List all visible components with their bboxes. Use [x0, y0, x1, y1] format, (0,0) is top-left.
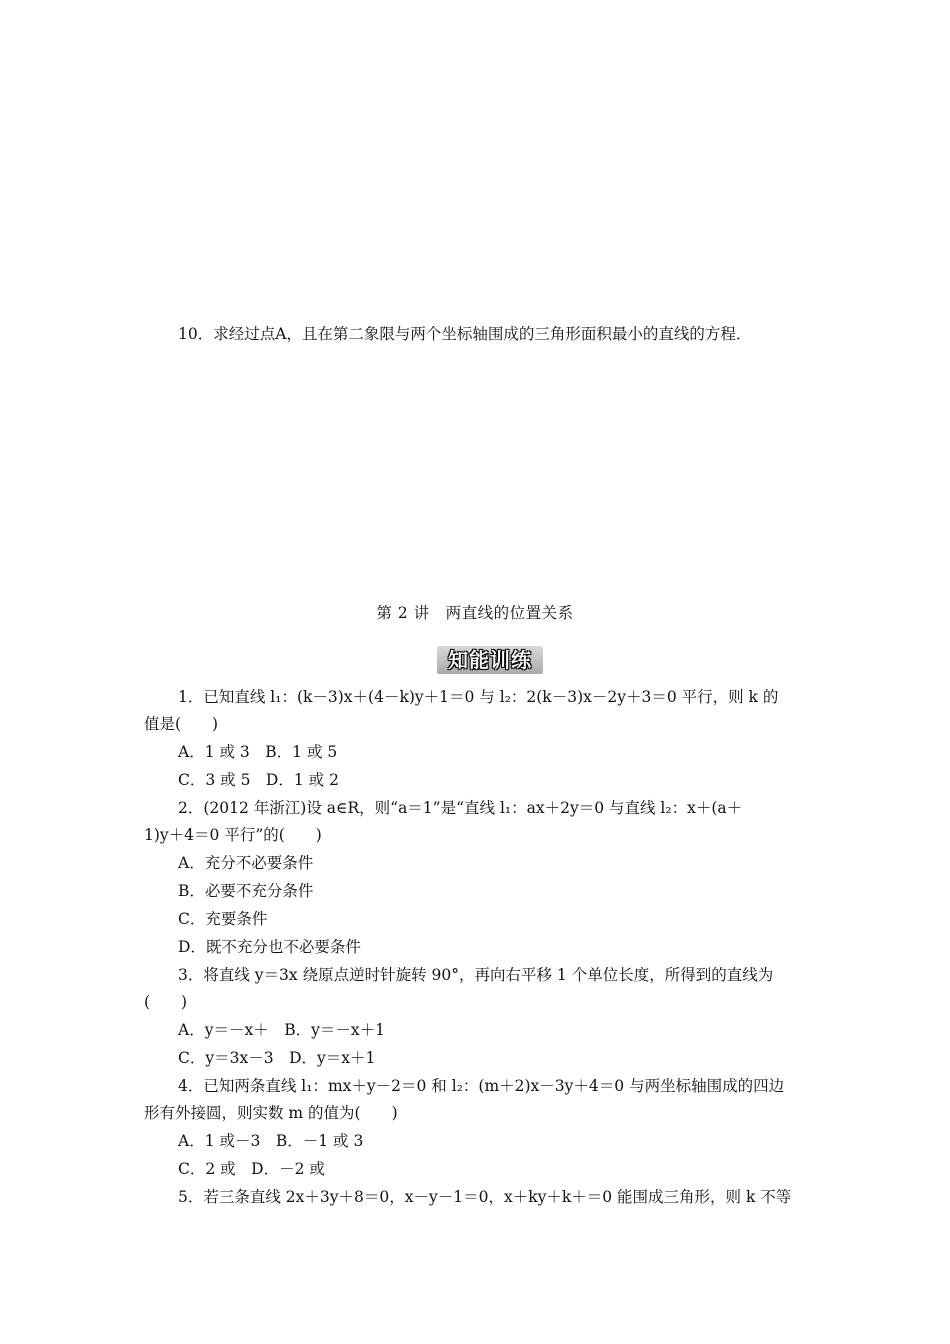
- question-2-option-d: D．既不充分也不必要条件: [178, 938, 361, 956]
- question-1-line-2: 值是( ): [144, 715, 219, 733]
- question-2-option-b: B．必要不充分条件: [178, 882, 314, 900]
- question-2-option-a: A．充分不必要条件: [178, 854, 314, 872]
- question-10: 10．求经过点A，且在第二象限与两个坐标轴围成的三角形面积最小的直线的方程．: [178, 325, 752, 343]
- question-2-option-c: C．充要条件: [178, 910, 268, 928]
- question-3-line-1: 3．将直线 y＝3x 绕原点逆时针旋转 90°，再向右平移 1 个单位长度，所得到的直线为: [178, 966, 774, 984]
- question-4-line-1: 4．已知两条直线 l₁：mx＋y－2＝0 和 l₂：(m＋2)x－3y＋4＝0 与两坐标轴围成的四边: [178, 1077, 785, 1095]
- question-1-options-cd: C．3 或 5 D．1 或 2: [178, 771, 339, 789]
- question-3-options-ab: A．y＝－x＋ B．y＝－x＋1: [178, 1021, 385, 1039]
- question-4-line-2: 形有外接圆，则实数 m 的值为( ): [144, 1104, 398, 1122]
- section-banner: [437, 646, 543, 674]
- question-4-options-ab: A．1 或－3 B．－1 或 3: [178, 1132, 364, 1150]
- question-3-options-cd: C．y＝3x－3 D．y＝x＋1: [178, 1049, 376, 1067]
- question-2-line-2: 1)y＋4＝0 平行”的( ): [144, 826, 322, 844]
- question-1-line-1: 1．已知直线 l₁：(k－3)x＋(4－k)y＋1＝0 与 l₂：2(k－3)x－2y＋3＝0 平行，则 k 的: [178, 688, 779, 706]
- section-title: 第 2 讲 两直线的位置关系: [376, 604, 574, 622]
- question-5-line-1: 5．若三条直线 2x＋3y＋8＝0，x－y－1＝0，x＋ky＋k＋＝0 能围成三角形，则 k 不等: [178, 1188, 792, 1206]
- banner-label: 知能训练: [448, 648, 532, 672]
- question-1-options-ab: A．1 或 3 B．1 或 5: [178, 743, 338, 761]
- question-3-line-2: ( ): [144, 993, 188, 1011]
- question-2-line-1: 2．(2012 年浙江)设 a∈R，则“a＝1”是“直线 l₁：ax＋2y＝0 与直线 l₂：x＋(a＋: [178, 799, 743, 817]
- question-4-options-cd: C．2 或 D．－2 或: [178, 1160, 325, 1178]
